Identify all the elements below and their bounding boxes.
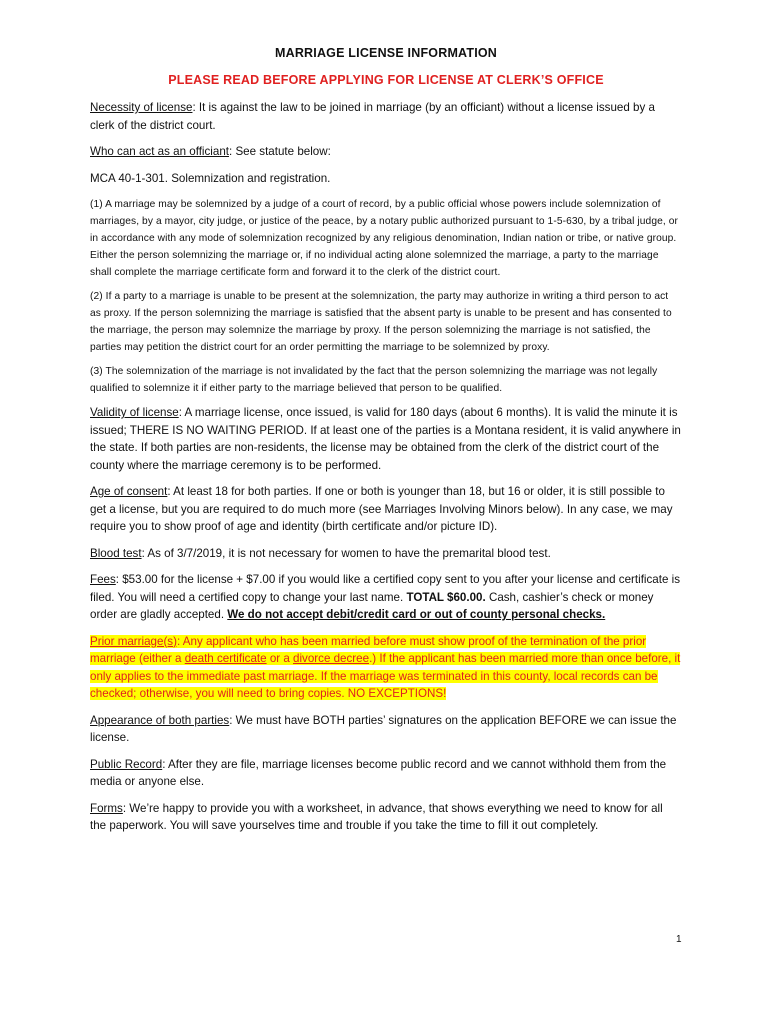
prior-marriage-text-2: or a [266,652,294,665]
officiant-text: : See statute below: [229,145,331,158]
public-record-heading: Public Record [90,757,163,771]
fees-payment-text: Cash, cashier’s check or money order are gladly accepted. [90,590,654,621]
forms-section [90,800,682,835]
page-title: MARRIAGE LICENSE INFORMATION [274,46,498,60]
prior-marriage-section [90,633,682,703]
validity-section [90,404,682,474]
forms-heading: Forms [90,801,123,815]
officiant-heading: Who can act as an officiant [90,145,229,158]
prior-marriage-text-3: .) If the applicant has been married more than once before, it only applies to the immediate past marriage. If the marriage was terminated in this county, local records can be checked; otherwise, you will need to bring copies. NO EXCEPTIONS! [90,652,681,700]
statute-paragraph-2: (2) If a party to a marriage is unable to be present at the solemnization, the party may authorize in writing a third person to act as proxy. If the person solemnizing the marriage is satisfied that the absent party is unable to be present and has consented to the marriage, the person may solemnize the marriage by proxy. If the person solemnizing the marriage is not satisfied, the parties may petition the district court for an order permitting the marriage to be solemnized by proxy. [90,291,672,353]
statute-title: MCA 40-1-301. Solemnization and registration. [90,171,331,185]
validity-text: : A marriage license, once issued, is valid for 180 days (about 6 months). It is valid the minute it is issued; THERE IS NO WAITING PERIOD. If at least one of the parties is a Montana resident, it is valid anywhere in the state. If both parties are non-residents, the license may be obtained from the clerk of the district court of the county where the marriage ceremony is to be performed. [90,406,681,472]
statute-paragraph-3: (3) The solemnization of the marriage is not invalidated by the fact that the person solemnizing the marriage was not legally qualified to solemnize it if either party to the marriage believed that person to be qualified. [90,366,658,394]
appearance-section [90,712,682,747]
forms-text: : We’re happy to provide you with a worksheet, in advance, that shows everything we need to know for all the paperwork. You will save yourselves time and trouble if you take the time to fill it out completely. [90,801,663,832]
necessity-heading: Necessity of license [90,101,193,114]
prior-marriage-heading: Prior marriage(s) [90,634,177,648]
fees-total: TOTAL $60.00. [406,590,486,604]
officiant-section [90,143,682,161]
age-text: : At least 18 for both parties. If one or both is younger than 18, but 16 or older, it is still possible to get a license, but you are required to do much more (see Marriages Involving Minors below). In any case, we may require you to show proof of age and identity (birth certificate and/or picture ID). [90,485,673,533]
statute-paragraph-1: (1) A marriage may be solemnized by a judge of a court of record, by a public official whose powers include solemnization of marriages, by a mayor, city judge, or justice of the peace, by a notary public authorized pursuant to 1-5-630, by a tribal judge, or in accordance with any mode of solemnization recognized by any religious denomination, Indian nation or tribe, or native group. Either the person solemnizing the marriage or, if no individual acting alone solemnized the marriage, a party to the marriage shall complete the marriage certificate form and forward it to the clerk of the district court. [90,199,678,278]
necessity-section [90,99,682,134]
age-heading: Age of consent [90,485,168,498]
necessity-text: : It is against the law to be joined in marriage (by an officiant) without a license issued by a clerk of the district court. [90,101,655,132]
validity-heading: Validity of license [90,406,179,419]
page-subtitle-warning: PLEASE READ BEFORE APPLYING FOR LICENSE AT CLERK’S OFFICE [168,73,604,87]
blood-test-heading: Blood test [90,546,142,560]
age-section [90,483,682,536]
death-certificate-text: death certificate [184,652,267,665]
prior-marriage-text-1: : Any applicant who has been married before must show proof of the termination of the prior marriage (either a [90,634,647,665]
public-record-text: : After they are file, marriage licenses become public record and we cannot withhold them from the media or anyone else. [90,757,667,788]
fees-payment-warning: We do not accept debit/credit card or out of county personal checks. [227,608,606,621]
page-number: 1 [676,934,682,945]
fees-text: : $53.00 for the license + $7.00 if you would like a certified copy sent to you after your license and certificate is filed. You will need a certified copy to change your last name. [90,573,681,604]
fees-heading: Fees [90,573,116,586]
document-body [90,46,682,844]
divorce-decree-text: divorce decree [293,652,370,665]
fees-section [90,571,682,624]
blood-test-text: : As of 3/7/2019, it is not necessary for women to have the premarital blood test. [141,546,551,560]
appearance-heading: Appearance of both parties [90,713,230,727]
appearance-text: : We must have BOTH parties’ signatures on the application BEFORE we can issue the license. [90,713,677,744]
public-record-section [90,756,682,791]
blood-test-section [90,545,682,563]
